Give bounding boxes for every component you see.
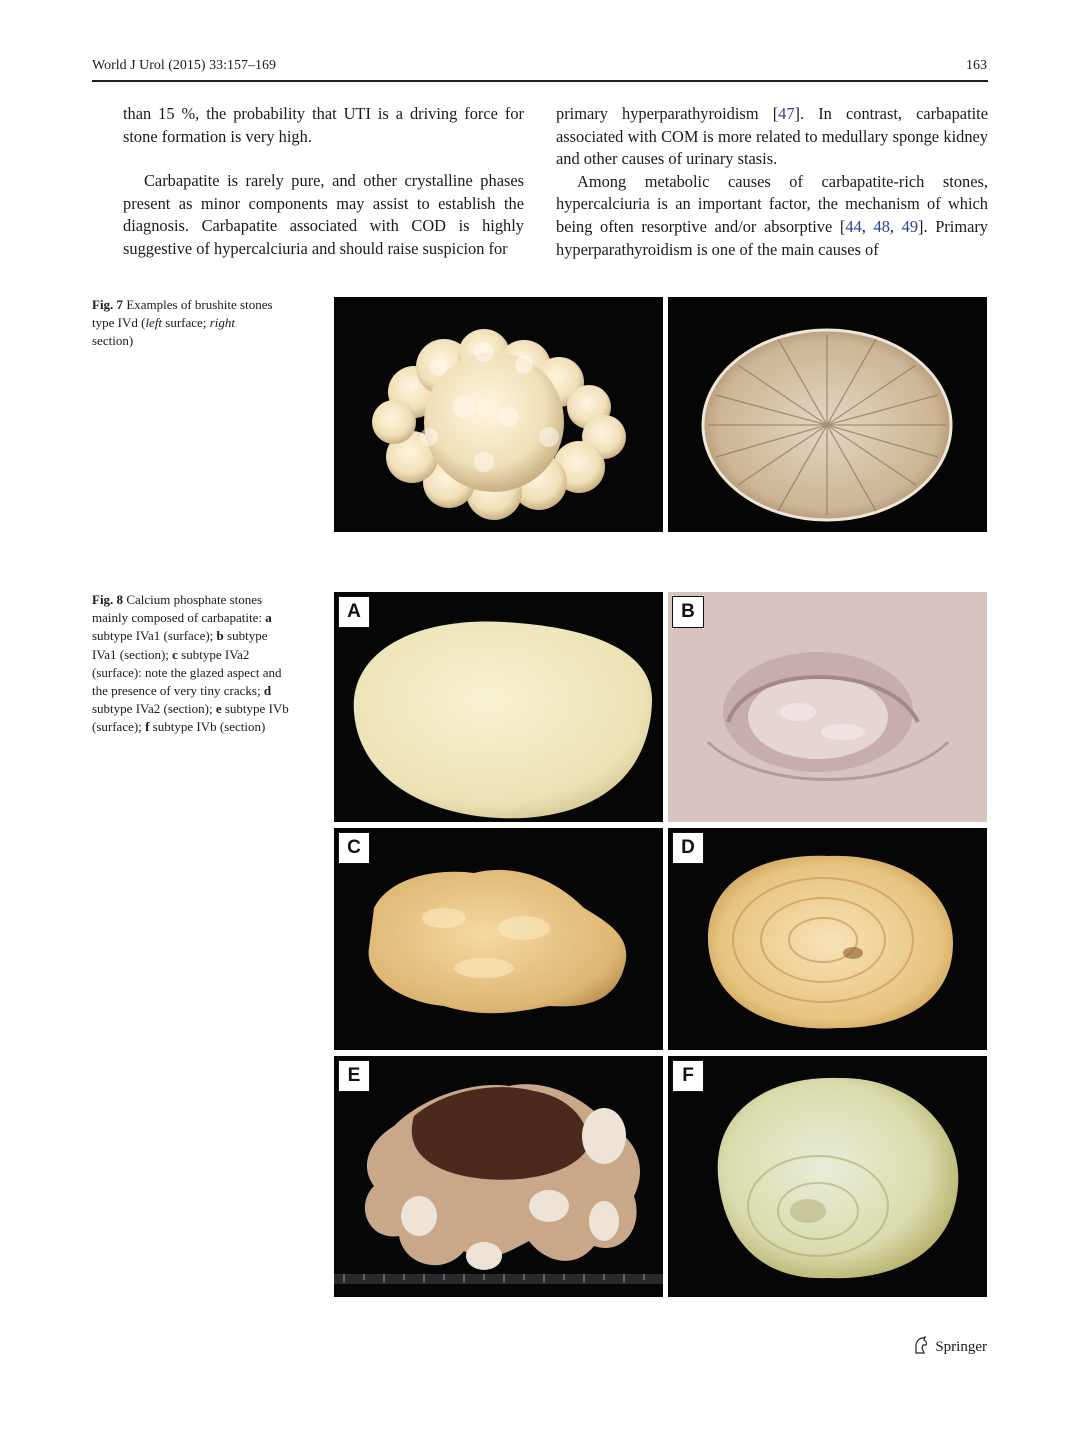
publisher-footer <box>913 1336 987 1359</box>
fig8-panel-a <box>334 592 663 822</box>
carbapatite-iva2-surface-image <box>334 828 663 1050</box>
panel-label-a: A <box>338 596 370 628</box>
citation-link[interactable]: 48 <box>873 216 890 236</box>
fig8-panel-e <box>334 1056 663 1297</box>
panel-label-d: D <box>672 832 704 864</box>
panel-label-b: B <box>672 596 704 628</box>
citation-link[interactable]: 44 <box>845 216 862 236</box>
fig7-brushite-surface-photo <box>334 297 663 532</box>
carbapatite-iva1-section-image <box>668 592 987 822</box>
carbapatite-ivа1-surface-image <box>334 592 663 822</box>
springer-horse-icon <box>913 1336 929 1359</box>
fig8-panel-c <box>334 828 663 1050</box>
fig8-panel-b <box>668 592 987 822</box>
left-paragraph-2: Carbapatite is rarely pure, and other crystalline phases present as minor components may assist to establish the diagnosis. Carbapatite associated with COD is highly suggestive of hypercalciuria and should raise suspicion for <box>123 171 524 258</box>
fig8-panel-d <box>668 828 987 1050</box>
panel-label-e: E <box>338 1060 370 1092</box>
right-paragraph-2: Among metabolic causes of carbapatite-rich stones, hypercalciuria is an important factor, the mechanism of which being often resorptive and/or absorptive [44, 48, 49]. Primary hyperparathyroidism is one of the main causes of <box>556 171 989 259</box>
brushite-surface-image <box>334 297 663 532</box>
carbapatite-ivb-surface-image <box>334 1056 663 1297</box>
right-text-column <box>556 103 988 261</box>
left-paragraph-1: than 15 %, the probability that UTI is a driving force for stone formation is very high. <box>123 104 524 146</box>
publisher-name: Springer <box>935 1339 987 1355</box>
panel-label-f: F <box>672 1060 704 1092</box>
fig7-brushite-section-photo <box>668 297 987 532</box>
header-rule <box>92 80 988 82</box>
left-text-column <box>123 103 524 261</box>
right-paragraph-1: primary hyperparathyroidism [47]. In contrast, carbapatite associated with COM is more related to medullary sponge kidney and other causes of urinary stasis. <box>556 104 989 169</box>
carbapatite-ivb-section-image <box>668 1056 987 1297</box>
fig8-caption: Fig. 8 Calcium phosphate stones mainly composed of carbapatite: a subtype IVa1 (surface); b subtype IVa1 (section); c subtype IVa2 (surface): note the glazed aspect and the presence of very tiny cracks; d subtype IVa2 (section); e subtype IVb (surface); f subtype IVb (section) <box>92 592 289 735</box>
fig7-caption: Fig. 7 Examples of brushite stones type IVd (left surface; right section) <box>92 297 273 349</box>
panel-label-c: C <box>338 832 370 864</box>
running-header: World J Urol (2015) 33:157–169 <box>92 58 276 73</box>
page-number: 163 <box>966 58 987 73</box>
citation-link[interactable]: 49 <box>901 216 919 236</box>
citation-link[interactable]: 47 <box>778 104 795 123</box>
carbapatite-iva2-section-image <box>668 828 987 1050</box>
brushite-section-image <box>668 297 987 532</box>
fig8-panel-f <box>668 1056 987 1297</box>
